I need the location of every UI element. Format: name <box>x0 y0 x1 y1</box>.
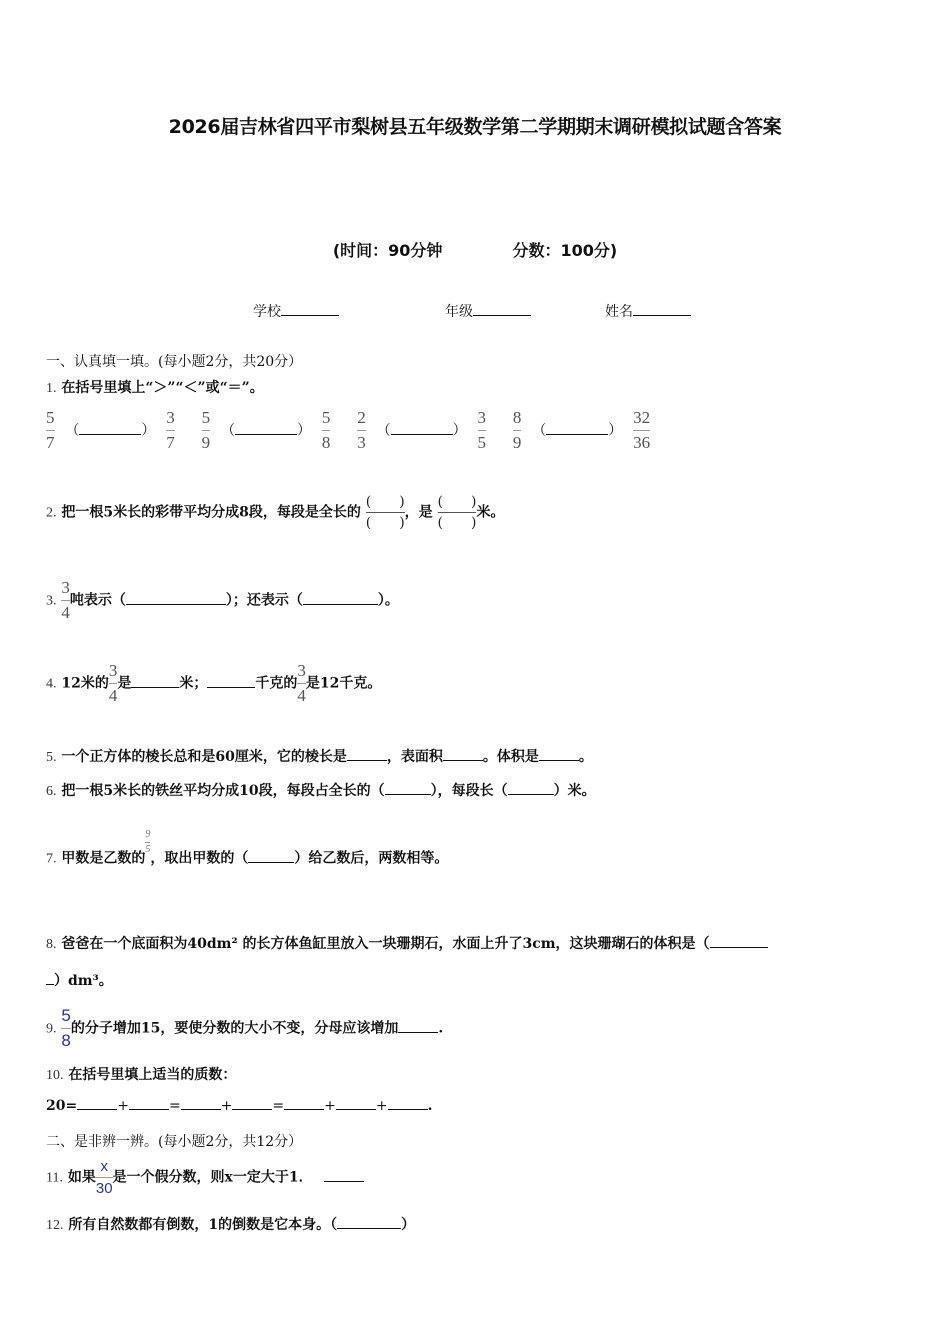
fraction: $\frac{3}{5}$ <box>477 408 486 452</box>
fraction: $\frac{2}{3}$ <box>357 408 366 452</box>
answer-blank[interactable] <box>347 748 387 761</box>
fraction: $\frac{3}{4}$ <box>108 661 118 705</box>
fraction: $\frac{5}{7}$ <box>46 408 55 452</box>
school-blank[interactable] <box>281 303 339 316</box>
question-text: 在括号里填上“＞”“＜”或“＝”。 <box>61 380 264 396</box>
question-9: 9. $\frac{5}{8}$ 的分子增加15，要使分数的大小不变，分母应该增加 . <box>46 1006 444 1050</box>
question-10-equation: 20= + = + = + + . <box>46 1098 433 1114</box>
question-6: 6. 把一根5米长的铁丝平均分成10段，每段占全长的（ ），每段长（ ）米。 <box>46 783 596 799</box>
answer-blank[interactable] <box>126 592 226 605</box>
compare-blank[interactable] <box>79 422 141 435</box>
fraction: $\frac{32}{36}$ <box>633 408 651 452</box>
answer-blank[interactable] <box>398 1020 438 1033</box>
question-11: 11. 如果 $\frac{x}{30}$ 是一个假分数，则x一定大于1． <box>46 1158 364 1197</box>
answer-blank-cont[interactable] <box>46 972 54 985</box>
q1-comparisons: $\frac{5}{7}$ （ ） $\frac{3}{7}$ $\frac{5}{9}$ （ ） $\frac{5}{8}$ $\frac{2}{3}$ （ ） $\frac{3}{5}$ $\frac{8}{9}$ （ ） $\frac{32}{36}$ <box>46 408 651 452</box>
school-label: 学校 <box>253 304 281 320</box>
name-label: 姓名 <box>605 304 633 320</box>
answer-blank[interactable] <box>508 782 554 795</box>
exam-meta <box>0 238 950 261</box>
grade-blank[interactable] <box>473 303 531 316</box>
section-1-title: 一、认真填一填。(每小题2分，共20分） <box>46 354 303 370</box>
prime-blank[interactable] <box>232 1097 272 1110</box>
answer-blank[interactable] <box>443 748 483 761</box>
fraction: $\frac{5}{8}$ <box>321 408 331 452</box>
answer-fraction-blank[interactable]: ( ) ( ) <box>437 494 477 531</box>
compare-blank[interactable] <box>391 422 453 435</box>
page-title: 2026届吉林省四平市梨树县五年级数学第二学期期末调研模拟试题含答案 <box>168 116 782 138</box>
question-1 <box>46 377 264 397</box>
answer-blank[interactable] <box>207 675 255 688</box>
answer-fraction-blank[interactable]: ( ) ( ) <box>365 494 405 531</box>
fraction: $\frac{x}{30}$ <box>95 1158 113 1197</box>
exam-time: (时间：90分钟 <box>332 241 443 260</box>
question-12: 12. 所有自然数都有倒数，1的倒数是它本身。（ ） <box>46 1217 416 1233</box>
prime-blank[interactable] <box>77 1097 117 1110</box>
prime-blank[interactable] <box>284 1097 324 1110</box>
answer-blank[interactable] <box>539 748 579 761</box>
answer-blank[interactable] <box>710 935 768 948</box>
exam-score: 分数：100分) <box>512 241 618 260</box>
question-number: 1. <box>46 381 57 396</box>
answer-blank[interactable] <box>303 592 378 605</box>
fraction: $\frac{3}{7}$ <box>166 408 175 452</box>
name-field[interactable] <box>605 301 691 321</box>
grade-field[interactable] <box>445 301 531 321</box>
fraction: $\frac{3}{4}$ <box>297 661 306 705</box>
answer-blank[interactable] <box>337 1216 401 1229</box>
question-7: 7. 甲数是乙数的 $\frac{9}{5}$ ，取出甲数的（ ）给乙数后，两数相等。 <box>46 829 449 867</box>
compare-blank[interactable] <box>235 422 297 435</box>
question-10: 10. 在括号里填上适当的质数： <box>46 1067 237 1083</box>
question-4: 4. 12米的 $\frac{3}{4}$ 是 米； 千克的 $\frac{3}{4}$ 是12千克。 <box>46 661 382 705</box>
answer-blank[interactable] <box>385 782 431 795</box>
prime-blank[interactable] <box>388 1097 428 1110</box>
fraction: $\frac{5}{8}$ <box>61 1006 71 1050</box>
answer-blank[interactable] <box>324 1169 364 1182</box>
prime-blank[interactable] <box>181 1097 221 1110</box>
prime-blank[interactable] <box>129 1097 169 1110</box>
compare-blank[interactable] <box>546 422 608 435</box>
name-blank[interactable] <box>633 303 691 316</box>
fraction: $\frac{8}{9}$ <box>512 408 522 452</box>
question-2: 2. 把一根5米长的彩带平均分成8段，每段是全长的 ( ) ( ) ，是 ( ) ( ) 米。 <box>46 494 505 531</box>
school-field[interactable] <box>253 301 339 321</box>
question-5: 5. 一个正方体的棱长总和是60厘米，它的棱长是 ，表面积 。体积是 。 <box>46 749 593 765</box>
fraction: $\frac{5}{9}$ <box>201 408 211 452</box>
answer-blank[interactable] <box>248 850 294 863</box>
question-3: 3. $\frac{3}{4}$ 吨表示（ ）；还表示（ ）。 <box>46 578 399 622</box>
question-8: 8. 爸爸在一个底面积为40dm² 的长方体鱼缸里放入一块珊期石，水面上升了3cm，这块珊瑚石的体积是（ <box>46 933 768 953</box>
answer-blank[interactable] <box>131 675 179 688</box>
fraction: $\frac{3}{4}$ <box>61 578 70 622</box>
prime-blank[interactable] <box>336 1097 376 1110</box>
grade-label: 年级 <box>445 304 473 320</box>
section-2-title: 二、是非辨一辨。(每小题2分，共12分） <box>46 1134 303 1150</box>
fraction: $\frac{9}{5}$ <box>145 829 151 855</box>
question-8-cont: ）dm³。 <box>46 970 113 990</box>
